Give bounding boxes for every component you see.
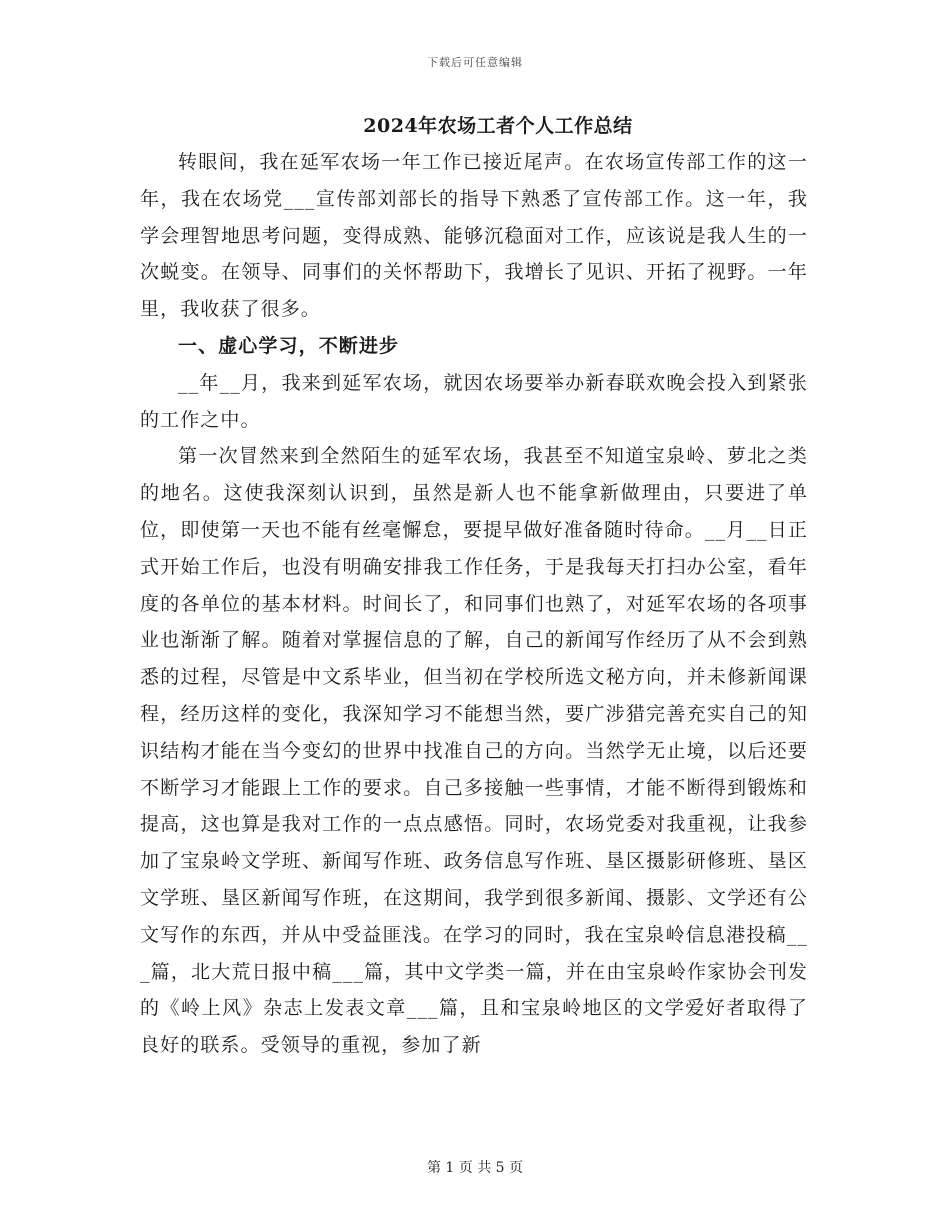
page-number: 第 1 页 共 5 页 <box>426 1160 524 1176</box>
body-paragraph: 第一次冒然来到全然陌生的延军农场，我甚至不知道宝泉岭、萝北之类的地名。这使我深刻认识到，虽然是新人也不能拿新做理由，只要进了单位，即使第一天也不能有丝毫懈怠，要提早做好准备随时待命。__月__日正式开始工作后，也没有明确安排我工作任务，于是我每天打扫办公室，看年度的各单位的基本材料。时间长了，和同事们也熟了，对延军农场的各项事业也渐渐了解。随着对掌握信息的了解，自己的新闻写作经历了从不会到熟悉的过程，尽管是中文系毕业，但当初在学校所选文秘方向，并未修新闻课程，经历这样的变化，我深知学习不能想当然，要广涉猎完善充实自己的知识结构才能在当今变幻的世界中找准自己的方向。当然学无止境，以后还要不断学习才能跟上工作的要求。自己多接触一些事情，才能不断得到锻炼和提高，这也算是我对工作的一点点感悟。同时，农场党委对我重视，让我参加了宝泉岭文学班、新闻写作班、政务信息写作班、垦区摄影研修班、垦区文学班、垦区新闻写作班，在这期间，我学到很多新闻、摄影、文学还有公文写作的东西，并从中受益匪浅。在学习的同时，我在宝泉岭信息港投稿___篇，北大荒日报中稿___篇，其中文学类一篇，并在由宝泉岭作家协会刊发的《岭上风》杂志上发表文章___篇，且和宝泉岭地区的文学爱好者取得了良好的联系。受领导的重视，参加了新 <box>140 445 808 1057</box>
intro-paragraph: 转眼间，我在延军农场一年工作已接近尾声。在农场宣传部工作的这一年，我在农场党___宣传部刘部长的指导下熟悉了宣传部工作。这一年，我学会理智地思考问题，变得成熟、能够沉稳面对工作，应该说是我人生的一次蜕变。在领导、同事们的关怀帮助下，我增长了见识、开拓了视野。一年里，我收获了很多。 <box>140 151 808 321</box>
body-paragraph: __年__月，我来到延军农场，就因农场要举办新春联欢晚会投入到紧张的工作之中。 <box>140 371 808 431</box>
section-heading: 一、虚心学习，不断进步 <box>178 334 400 357</box>
document-body <box>140 108 808 1064</box>
document-title: 2024年农场工者个人工作总结 <box>363 115 633 137</box>
page-header-note: 下载后可任意编辑 <box>427 56 523 69</box>
